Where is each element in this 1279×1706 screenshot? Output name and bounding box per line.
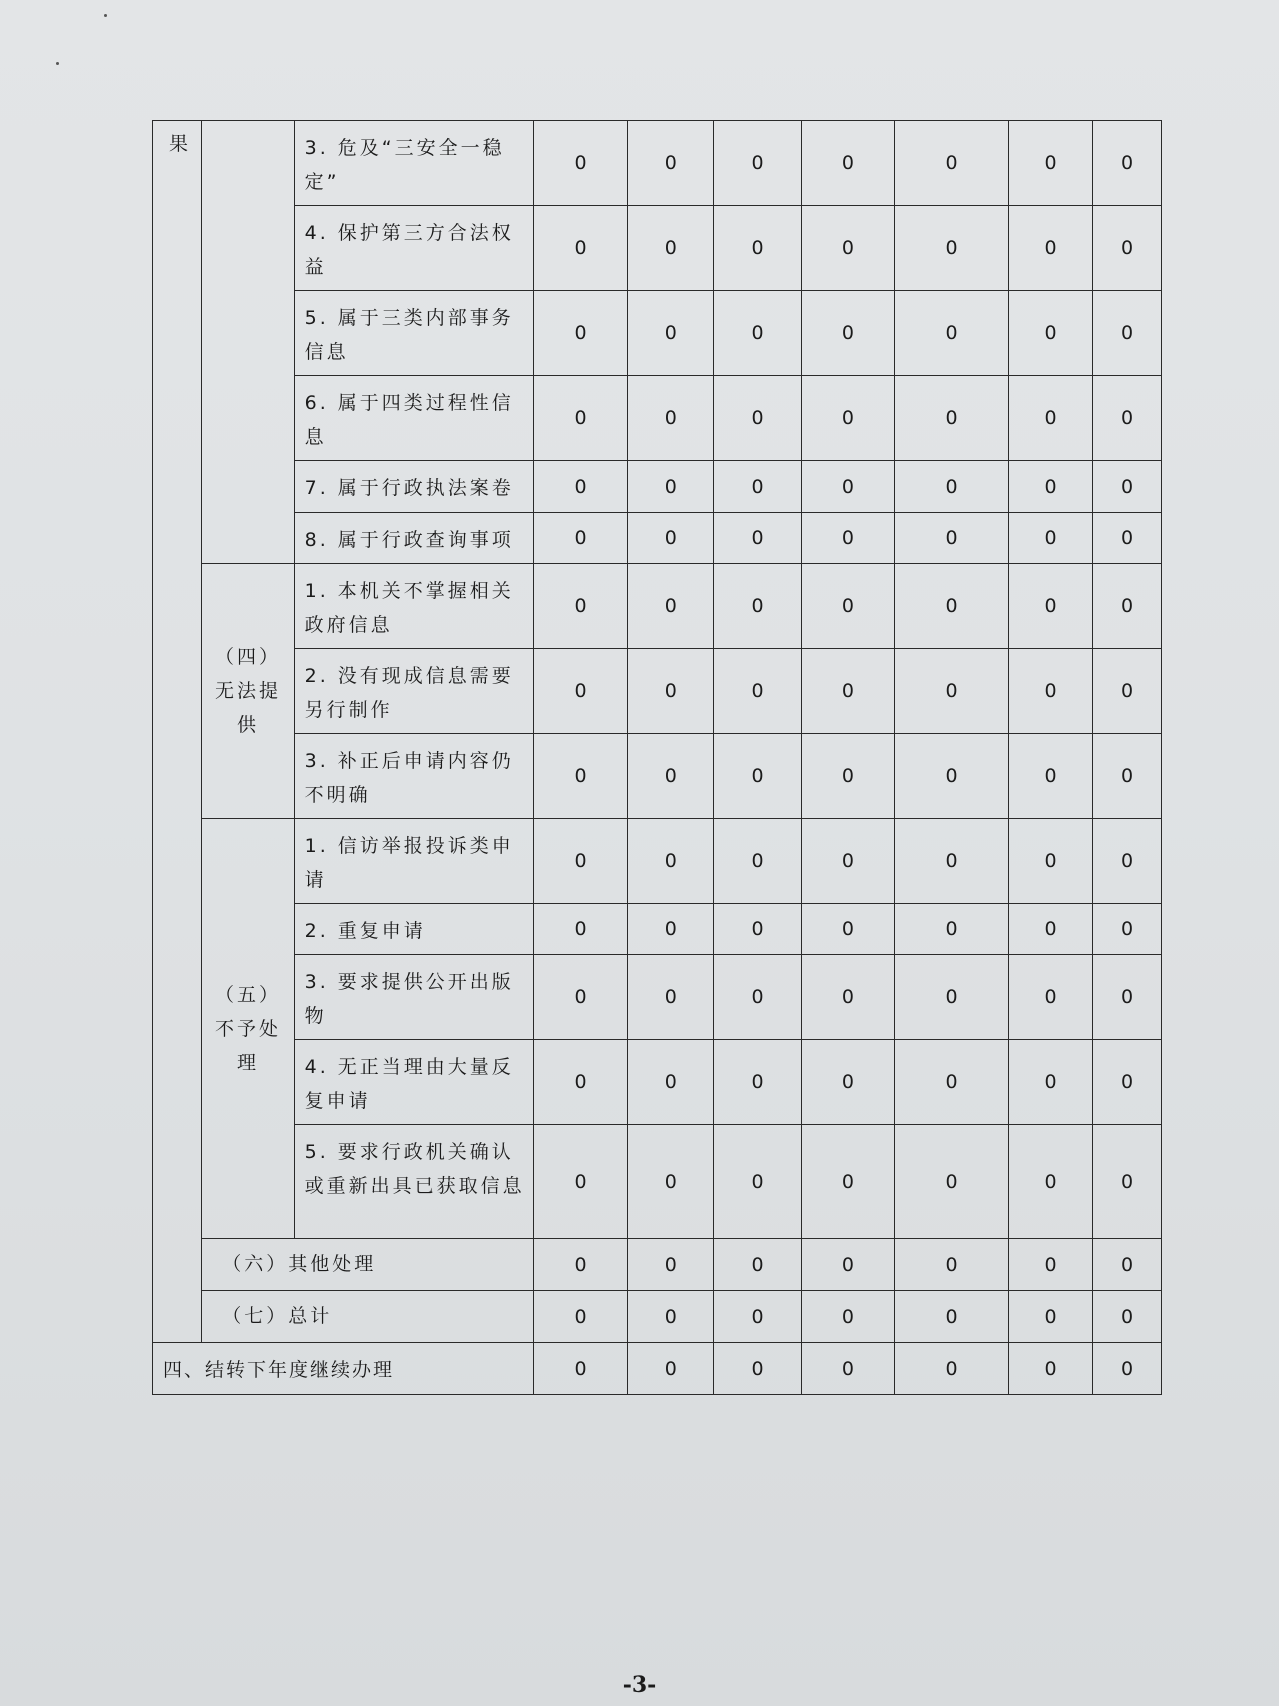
value-cell: 0 (1009, 734, 1093, 819)
row-label: 3. 补正后申请内容仍不明确 (294, 734, 533, 819)
value-cell: 0 (1093, 649, 1162, 734)
value-cell: 0 (801, 1040, 894, 1125)
row-label: 2. 没有现成信息需要另行制作 (294, 649, 533, 734)
statistics-table (152, 120, 1162, 1395)
value-cell: 0 (533, 206, 627, 291)
value-cell: 0 (801, 564, 894, 649)
value-cell: 0 (628, 291, 714, 376)
value-cell: 0 (801, 734, 894, 819)
value-cell: 0 (533, 376, 627, 461)
value-cell: 0 (1093, 819, 1162, 904)
table-row (153, 649, 1162, 734)
value-cell: 0 (895, 376, 1009, 461)
table-row (153, 1343, 1162, 1395)
value-cell: 0 (714, 649, 801, 734)
value-cell: 0 (628, 734, 714, 819)
table-row (153, 206, 1162, 291)
row-label: 4. 保护第三方合法权益 (294, 206, 533, 291)
value-cell: 0 (1009, 1125, 1093, 1239)
value-cell: 0 (895, 513, 1009, 564)
value-cell: 0 (1009, 1239, 1093, 1291)
value-cell: 0 (895, 1239, 1009, 1291)
value-cell: 0 (533, 513, 627, 564)
value-cell: 0 (533, 819, 627, 904)
value-cell: 0 (895, 819, 1009, 904)
value-cell: 0 (1009, 904, 1093, 955)
value-cell: 0 (1093, 955, 1162, 1040)
value-cell: 0 (895, 649, 1009, 734)
value-cell: 0 (714, 1343, 801, 1395)
value-cell: 0 (533, 1343, 627, 1395)
row-label: 7. 属于行政执法案卷 (294, 461, 533, 513)
value-cell: 0 (533, 1040, 627, 1125)
table-row (153, 1239, 1162, 1291)
value-cell: 0 (1093, 1239, 1162, 1291)
value-cell: 0 (895, 1040, 1009, 1125)
value-cell: 0 (533, 121, 627, 206)
table-row (153, 1291, 1162, 1343)
row-label: 3. 要求提供公开出版物 (294, 955, 533, 1040)
value-cell: 0 (628, 1291, 714, 1343)
value-cell: 0 (1009, 1291, 1093, 1343)
table-row (153, 819, 1162, 904)
table-row (153, 376, 1162, 461)
value-cell: 0 (801, 376, 894, 461)
value-cell: 0 (1009, 461, 1093, 513)
value-cell: 0 (1009, 376, 1093, 461)
value-cell: 0 (895, 955, 1009, 1040)
table-row (153, 291, 1162, 376)
value-cell: 0 (1009, 819, 1093, 904)
value-cell: 0 (801, 461, 894, 513)
table-row (153, 461, 1162, 513)
value-cell: 0 (1093, 1125, 1162, 1239)
row-label: 2. 重复申请 (294, 904, 533, 955)
value-cell: 0 (801, 1125, 894, 1239)
value-cell: 0 (714, 819, 801, 904)
value-cell: 0 (628, 376, 714, 461)
value-cell: 0 (714, 955, 801, 1040)
value-cell: 0 (628, 1040, 714, 1125)
value-cell: 0 (714, 1291, 801, 1343)
row-label: （六）其他处理 (202, 1239, 534, 1291)
value-cell: 0 (1009, 1040, 1093, 1125)
section-label-cell: 果 (153, 121, 202, 1343)
row-label: 6. 属于四类过程性信息 (294, 376, 533, 461)
value-cell: 0 (533, 955, 627, 1040)
value-cell: 0 (1009, 513, 1093, 564)
value-cell: 0 (801, 513, 894, 564)
value-cell: 0 (533, 1291, 627, 1343)
value-cell: 0 (1093, 376, 1162, 461)
value-cell: 0 (714, 513, 801, 564)
group-label-cell: （五）不予处理 (202, 819, 294, 1239)
value-cell: 0 (801, 819, 894, 904)
value-cell: 0 (801, 1343, 894, 1395)
value-cell: 0 (533, 1239, 627, 1291)
value-cell: 0 (628, 955, 714, 1040)
value-cell: 0 (895, 904, 1009, 955)
row-label: 5. 要求行政机关确认或重新出具已获取信息 (294, 1125, 533, 1239)
value-cell: 0 (714, 564, 801, 649)
row-label: （七）总计 (202, 1291, 534, 1343)
value-cell: 0 (628, 513, 714, 564)
value-cell: 0 (628, 206, 714, 291)
value-cell: 0 (714, 121, 801, 206)
value-cell: 0 (1009, 121, 1093, 206)
table-row (153, 955, 1162, 1040)
value-cell: 0 (801, 1239, 894, 1291)
table-row (153, 121, 1162, 206)
value-cell: 0 (1093, 564, 1162, 649)
group-label-cell: （四）无法提供 (202, 564, 294, 819)
value-cell: 0 (714, 1040, 801, 1125)
value-cell: 0 (714, 461, 801, 513)
row-label: 5. 属于三类内部事务信息 (294, 291, 533, 376)
value-cell: 0 (714, 1125, 801, 1239)
value-cell: 0 (533, 649, 627, 734)
table-row (153, 564, 1162, 649)
row-label: 8. 属于行政查询事项 (294, 513, 533, 564)
value-cell: 0 (714, 734, 801, 819)
paper-speck (56, 62, 59, 65)
table-row (153, 904, 1162, 955)
value-cell: 0 (895, 564, 1009, 649)
value-cell: 0 (1009, 649, 1093, 734)
value-cell: 0 (533, 734, 627, 819)
row-label: 四、结转下年度继续办理 (153, 1343, 534, 1395)
value-cell: 0 (628, 1125, 714, 1239)
value-cell: 0 (628, 564, 714, 649)
value-cell: 0 (895, 206, 1009, 291)
value-cell: 0 (895, 1125, 1009, 1239)
value-cell: 0 (1009, 1343, 1093, 1395)
value-cell: 0 (1093, 1343, 1162, 1395)
value-cell: 0 (628, 121, 714, 206)
value-cell: 0 (895, 734, 1009, 819)
value-cell: 0 (1093, 206, 1162, 291)
page-number: -3- (622, 1672, 657, 1698)
table-row (153, 1040, 1162, 1125)
row-label: 1. 本机关不掌握相关政府信息 (294, 564, 533, 649)
table-row (153, 1125, 1162, 1239)
value-cell: 0 (801, 904, 894, 955)
value-cell: 0 (714, 291, 801, 376)
value-cell: 0 (533, 461, 627, 513)
paper-speck (104, 14, 107, 17)
value-cell: 0 (714, 376, 801, 461)
value-cell: 0 (801, 206, 894, 291)
value-cell: 0 (628, 1343, 714, 1395)
value-cell: 0 (1009, 206, 1093, 291)
value-cell: 0 (533, 904, 627, 955)
value-cell: 0 (628, 904, 714, 955)
value-cell: 0 (628, 1239, 714, 1291)
table-row (153, 513, 1162, 564)
value-cell: 0 (533, 564, 627, 649)
value-cell: 0 (1093, 461, 1162, 513)
value-cell: 0 (1093, 1040, 1162, 1125)
value-cell: 0 (628, 461, 714, 513)
value-cell: 0 (895, 291, 1009, 376)
value-cell: 0 (1093, 1291, 1162, 1343)
value-cell: 0 (801, 649, 894, 734)
value-cell: 0 (714, 1239, 801, 1291)
value-cell: 0 (1093, 734, 1162, 819)
value-cell: 0 (895, 121, 1009, 206)
row-label: 4. 无正当理由大量反复申请 (294, 1040, 533, 1125)
table-row (153, 734, 1162, 819)
value-cell: 0 (1009, 564, 1093, 649)
value-cell: 0 (628, 819, 714, 904)
value-cell: 0 (801, 291, 894, 376)
value-cell: 0 (628, 649, 714, 734)
value-cell: 0 (895, 1291, 1009, 1343)
value-cell: 0 (714, 206, 801, 291)
group-label-cell (202, 121, 294, 564)
value-cell: 0 (533, 291, 627, 376)
value-cell: 0 (801, 955, 894, 1040)
value-cell: 0 (801, 1291, 894, 1343)
row-label: 3. 危及“三安全一稳定” (294, 121, 533, 206)
value-cell: 0 (895, 1343, 1009, 1395)
value-cell: 0 (1093, 121, 1162, 206)
value-cell: 0 (801, 121, 894, 206)
value-cell: 0 (895, 461, 1009, 513)
value-cell: 0 (1009, 955, 1093, 1040)
row-label: 1. 信访举报投诉类申请 (294, 819, 533, 904)
value-cell: 0 (1093, 904, 1162, 955)
value-cell: 0 (714, 904, 801, 955)
value-cell: 0 (1009, 291, 1093, 376)
value-cell: 0 (1093, 291, 1162, 376)
value-cell: 0 (533, 1125, 627, 1239)
value-cell: 0 (1093, 513, 1162, 564)
